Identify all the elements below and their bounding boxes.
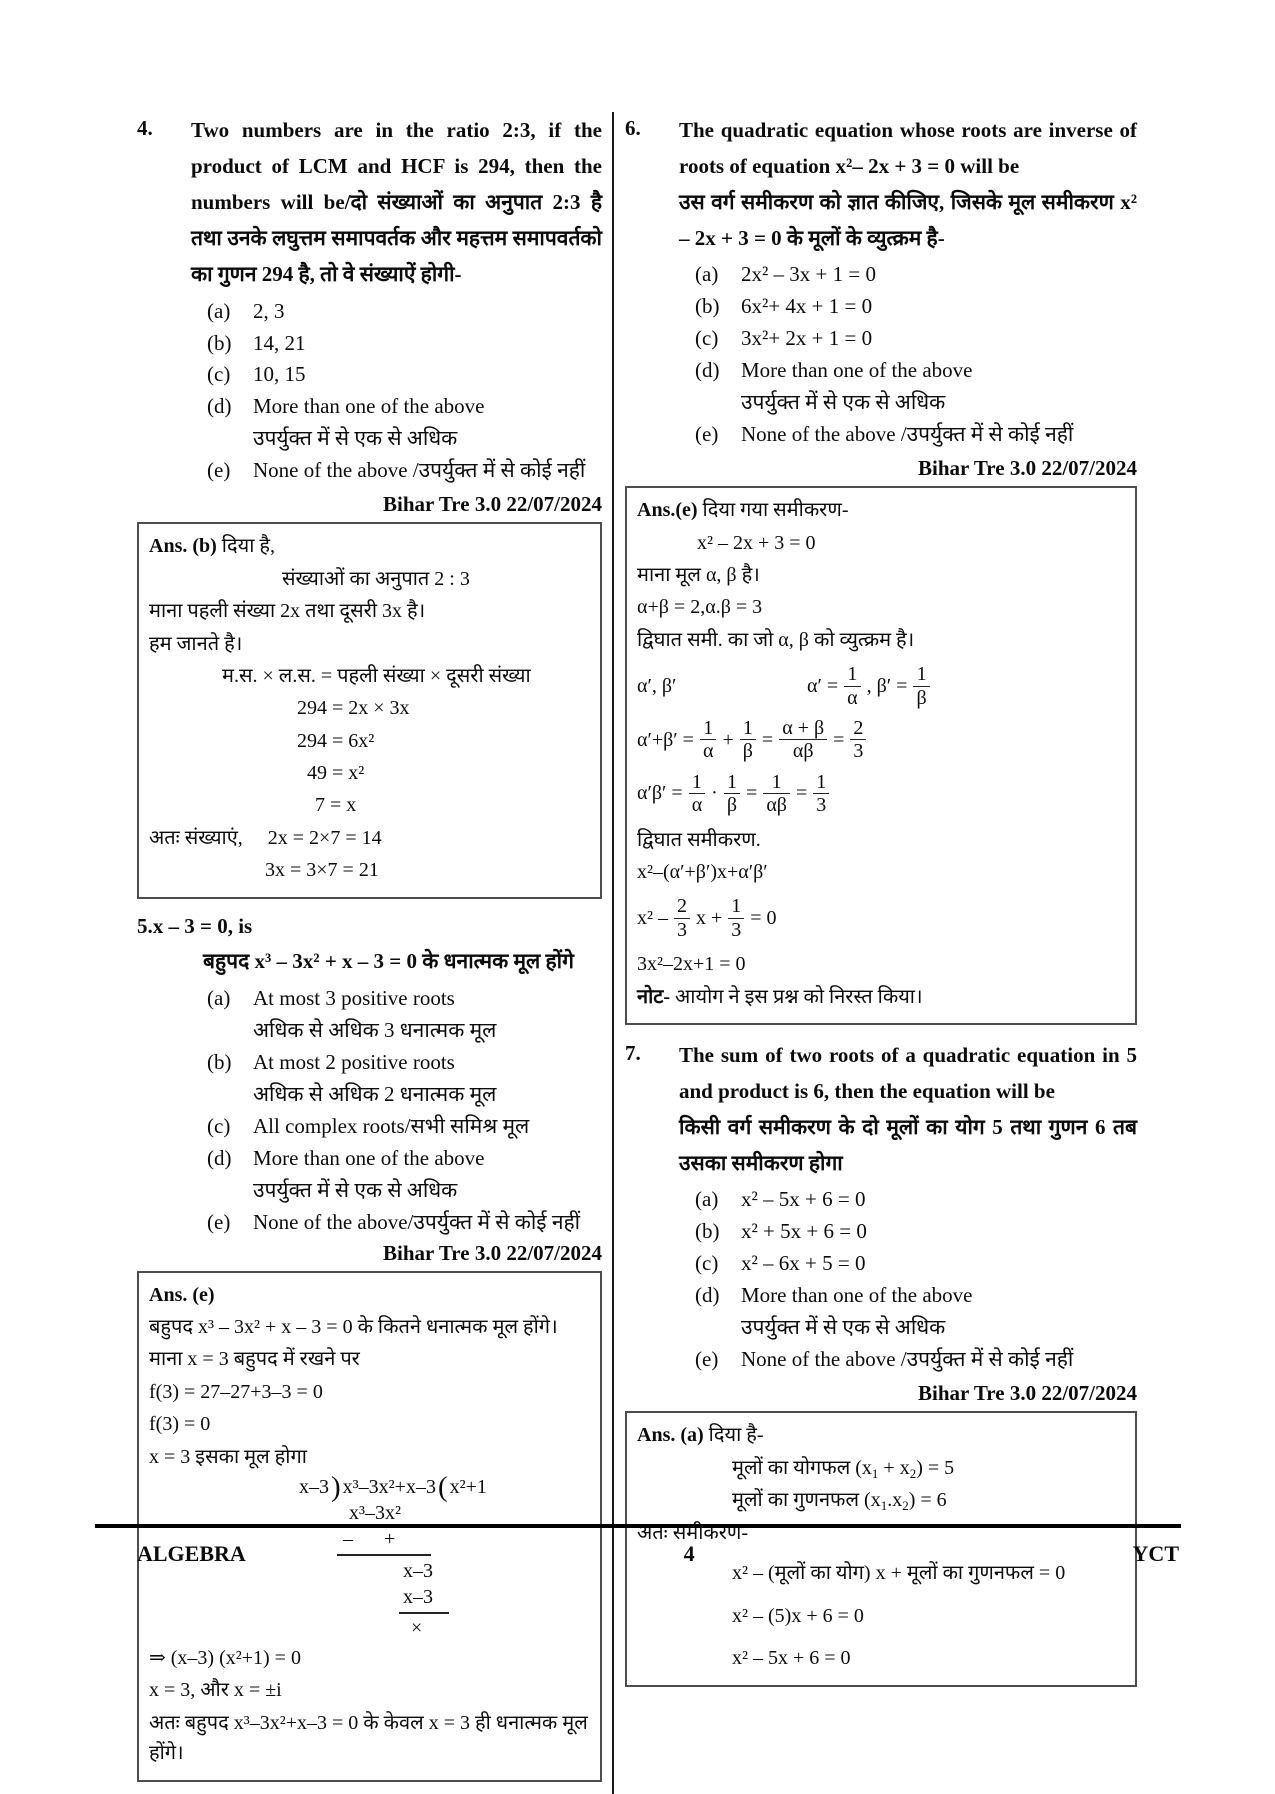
question-number: 7. [625, 1040, 641, 1065]
solution-line-fractions: α′, β′ α′ = $\frac{1}{\alpha}$ , β′ = $\frac{1}{\beta}$ [637, 663, 1125, 709]
division-subtrahend: x³–3x² [349, 1501, 401, 1524]
solution-line: α+β = 2, α.β = 3 [637, 596, 763, 619]
option-d: (d) More than one of the above [207, 1145, 485, 1170]
footer-book-title: ALGEBRA [137, 1541, 246, 1566]
solution-line: मूलों का योगफल $(x_1 + x_2) = 5$ [732, 1456, 955, 1481]
option-c: (c) x² – 6x + 5 = 0 [695, 1251, 866, 1276]
question-number: 4. [137, 116, 153, 140]
solution-line: x²–(α′+β′)x+α′β′ [637, 860, 768, 883]
option-b-hindi: अधिक से अधिक 2 धनात्मक मूल [253, 1081, 497, 1106]
fraction: $\frac{1}{3}$ [813, 771, 829, 817]
fraction: $\frac{1}{\beta}$ [913, 663, 929, 709]
answer-label: Ans. (e) [149, 1283, 215, 1306]
division-paren-open: ) [331, 1470, 341, 1503]
option-e: (e) None of the above /उपर्युक्त में से कोई नहीं [695, 1347, 1074, 1372]
solution-line: माना x = 3 बहुपद में रखने पर [149, 1348, 360, 1371]
fraction: $\frac{2}{3}$ [850, 717, 866, 763]
solution-line: 294 = 2x × 3x [297, 697, 410, 720]
option-c: (c) 3x²+ 2x + 1 = 0 [695, 326, 873, 351]
solution-line: हम जानते है। [149, 632, 243, 655]
option-c: (c) 10, 15 [207, 362, 306, 387]
solution-line: म.स. × ल.स. = पहली संख्या × दूसरी संख्या [222, 664, 531, 687]
option-b: (b) 6x²+ 4x + 1 = 0 [695, 294, 873, 319]
question-4 [137, 112, 602, 488]
question-7 [625, 1037, 1137, 1377]
answer-label: Ans. (b) [149, 535, 217, 558]
option-e: (e) None of the above /उपर्युक्त में से कोई नहीं [207, 458, 586, 483]
fraction: $\frac{\alpha + \beta}{\alpha\beta}$ [779, 717, 827, 763]
fraction: $\frac{1}{\alpha\beta}$ [763, 771, 790, 817]
solution-line: 3x²–2x+1 = 0 [637, 953, 746, 976]
options-list [695, 260, 1137, 449]
solution-line-fractions: x² – $\frac{2}{3}$ x + $\frac{1}{3}$ = 0 [637, 895, 777, 941]
solution-line: अतः समीकरण- [637, 1522, 749, 1545]
division-remainder-1: x–3 [403, 1559, 433, 1582]
note-label: नोट- [637, 985, 671, 1008]
solution-line-fractions: α′β′ = $\frac{1}{\alpha}$ · $\frac{1}{\beta}$ = $\frac{1}{\alpha\beta}$ = $\frac{1}{3}$ [637, 771, 1125, 817]
solution-line: x = 3, और x = ±i [149, 1679, 282, 1702]
solution-line: संख्याओं का अनुपात 2 : 3 [282, 567, 470, 590]
option-d: (d) More than one of the above [695, 358, 973, 383]
question-stem: Two numbers are in the ratio 2:3, if the product of LCM and HCF is 294, then the numbers will be/दो संख्याओं का अनुपात 2:3 है तथा उनके लघुत्तम समापवर्तक और महत्तम समापवर्तको का गुणन 294 है, तो वे संख्याऐं होगी- [191, 118, 602, 287]
solution-line: मूलों का गुणनफल $(x_1.x_2) = 6$ [732, 1489, 947, 1514]
option-d-hindi: उपर्युक्त में से एक से अधिक [253, 426, 458, 451]
solution-line: माना पहली संख्या 2x तथा दूसरी 3x है। [149, 600, 426, 623]
question-stem: The sum of two roots of a quadratic equation in 5 and product is 6, then the equation will be किसी वर्ग समीकरण के दो मूलों का योग 5 तथा गुणन 6 तब उसका समीकरण होगा [679, 1042, 1137, 1176]
option-d-hindi: उपर्युक्त में से एक से अधिक [741, 390, 946, 415]
solution-line: x² – 5x + 6 = 0 [732, 1647, 851, 1670]
division-row-1: x–3) x³–3x²+x–3( x²+1 [299, 1470, 487, 1503]
division-signs: – + [337, 1526, 431, 1556]
option-a: (a) x² – 5x + 6 = 0 [695, 1187, 866, 1212]
footer-page-number: 4 [683, 1541, 695, 1566]
solution-line: 3x = 3×7 = 21 [265, 859, 379, 882]
solution-line: अतः संख्याएं, 2x = 2×7 = 14 [149, 826, 382, 849]
fraction: $\frac{1}{\alpha}$ [700, 717, 716, 763]
solution-line: f(3) = 0 [149, 1413, 211, 1436]
exam-source-tag: Bihar Tre 3.0 22/07/2024 [383, 1240, 602, 1265]
fraction: $\frac{1}{3}$ [728, 895, 744, 941]
solution-line: x² – 2x + 3 = 0 [697, 531, 816, 554]
fraction: $\frac{1}{\beta}$ [740, 717, 756, 763]
solution-line: द्विघात समी. का जो α, β को व्युत्क्रम है। [637, 628, 915, 651]
solution-line: अतः बहुपद x³–3x²+x–3 = 0 के केवल x = 3 ही धनात्मक मूल होंगे। [149, 1711, 588, 1765]
option-c: (c) All complex roots/सभी समिश्र मूल [207, 1113, 530, 1138]
option-a: (a) At most 3 positive roots [207, 985, 455, 1010]
division-paren-close: ( [437, 1470, 448, 1503]
option-a: (a) 2x² – 3x + 1 = 0 [695, 262, 876, 287]
fraction: $\frac{1}{\alpha}$ [689, 771, 705, 817]
solution-line: x² – (मूलों का योग) x + मूलों का गुणनफल = 0 [732, 1562, 1066, 1585]
solution-line: x² – (5)x + 6 = 0 [732, 1604, 864, 1627]
option-d: (d) More than one of the above [207, 394, 485, 419]
solution-line: f(3) = 27–27+3–3 = 0 [149, 1380, 323, 1403]
question-6 [625, 112, 1137, 452]
question-head: 5.x – 3 = 0, is [137, 913, 253, 938]
answer-label: Ans.(e) [637, 499, 698, 522]
fraction: $\frac{1}{\alpha}$ [844, 663, 860, 709]
footer-publisher: YCT [1132, 1541, 1179, 1566]
option-a: (a) 2, 3 [207, 298, 285, 323]
solution-line: x = 3 इसका मूल होगा [149, 1445, 307, 1468]
options-list [695, 1185, 1137, 1374]
answer-label: Ans. (a) [637, 1424, 704, 1447]
solution-line: माना मूल α, β है। [637, 564, 760, 587]
solution-line: 294 = 6x² [297, 729, 375, 752]
option-e: (e) None of the above /उपर्युक्त में से कोई नहीं [695, 422, 1074, 447]
fraction: $\frac{1}{\beta}$ [724, 771, 740, 817]
page-footer [95, 1524, 1181, 1567]
fraction: $\frac{2}{3}$ [674, 895, 690, 941]
division-remainder-2: x–3 [399, 1584, 449, 1614]
solution-line: 49 = x² [307, 762, 365, 785]
option-b: (b) 14, 21 [207, 330, 306, 355]
options-list [207, 297, 602, 486]
solution-line: ⇒ (x–3) (x²+1) = 0 [149, 1646, 301, 1669]
answer-box-q6: Ans.(e) दिया गया समीकरण- x² – 2x + 3 = 0 माना मूल α, β है। α+β = 2, α.β = 3 द्विघात समी. का जो α, β को व्युत्क्रम है। α′, β′ α′ = $\frac{1}{\alpha}$ , β′ = $\frac{1}{\beta}$ α′+β′ = $\frac{1}{\alpha}$ + $\frac{1}{\beta}$ = $\frac{\alpha + \beta}{\alpha\beta}$ = $\frac{2}{3}$ α′β′ = $\frac{1}{\alpha}$ · $\frac{1}{\beta}$ = $\frac{1}{\alpha\beta}$ = $\frac{1}{3}$ द्विघात समीकरण. x²–(α′+β′)x+α′β′ x² – $\frac{2}{3}$ x + $\frac{1}{3}$ = 0 3x²–2x+1 = 0 नोट- आयोग ने इस प्रश्न को निरस्त किया। [625, 486, 1137, 1025]
question-stem-hindi: बहुपद x³ – 3x² + x – 3 = 0 के धनात्मक मूल होंगे [203, 949, 574, 974]
option-e: (e) None of the above/उपर्युक्त में से कोई नहीं [207, 1209, 581, 1234]
exam-source-tag: Bihar Tre 3.0 22/07/2024 [383, 492, 602, 517]
exam-source-tag: Bihar Tre 3.0 22/07/2024 [918, 1381, 1137, 1406]
option-b: (b) At most 2 positive roots [207, 1049, 455, 1074]
solution-line: बहुपद x³ – 3x² + x – 3 = 0 के कितने धनात्मक मूल होंगे। [149, 1315, 558, 1338]
option-b: (b) x² + 5x + 6 = 0 [695, 1219, 867, 1244]
note-line: नोट- आयोग ने इस प्रश्न को निरस्त किया। [637, 985, 923, 1008]
option-d: (d) More than one of the above [695, 1283, 973, 1308]
solution-line-fractions: α′+β′ = $\frac{1}{\alpha}$ + $\frac{1}{\beta}$ = $\frac{\alpha + \beta}{\alpha\beta}$ = $\frac{2}{3}$ [637, 717, 1125, 763]
options-list [207, 984, 602, 1237]
exam-source-tag: Bihar Tre 3.0 22/07/2024 [918, 456, 1137, 481]
answer-box-q4: Ans. (b) दिया है, संख्याओं का अनुपात 2 : 3 माना पहली संख्या 2x तथा दूसरी 3x है। हम जानते है। म.स. × ल.स. = पहली संख्या × दूसरी संख्या 294 = 2x × 3x 294 = 6x² 49 = x² 7 = x अतः संख्याएं, 2x = 2×7 = 14 3x = 3×7 = 21 [137, 522, 602, 898]
question-stem: The quadratic equation whose roots are inverse of roots of equation x²– 2x + 3 = 0 will be उस वर्ग समीकरण को ज्ञात कीजिए, जिसके मूल समीकरण x² – 2x + 3 = 0 के मूलों के व्युत्क्रम है- [679, 118, 1137, 251]
question-number: 6. [625, 116, 641, 140]
solution-line: द्विघात समीकरण. [637, 828, 761, 851]
solution-line: 7 = x [315, 794, 357, 817]
option-d-hindi: उपर्युक्त में से एक से अधिक [741, 1315, 946, 1340]
option-a-hindi: अधिक से अधिक 3 धनात्मक मूल [253, 1017, 497, 1042]
question-5 [137, 911, 602, 1237]
answer-box-q7: Ans. (a) दिया है- मूलों का योगफल $(x_1 + x_2) = 5$ मूलों का गुणनफल $(x_1.x_2) = 6$ अतः समीकरण- x² – (मूलों का योग) x + मूलों का गुणनफल = 0 x² – (5)x + 6 = 0 x² – 5x + 6 = 0 [625, 1411, 1137, 1686]
option-d-hindi: उपर्युक्त में से एक से अधिक [253, 1177, 458, 1202]
division-result: × [411, 1616, 423, 1639]
